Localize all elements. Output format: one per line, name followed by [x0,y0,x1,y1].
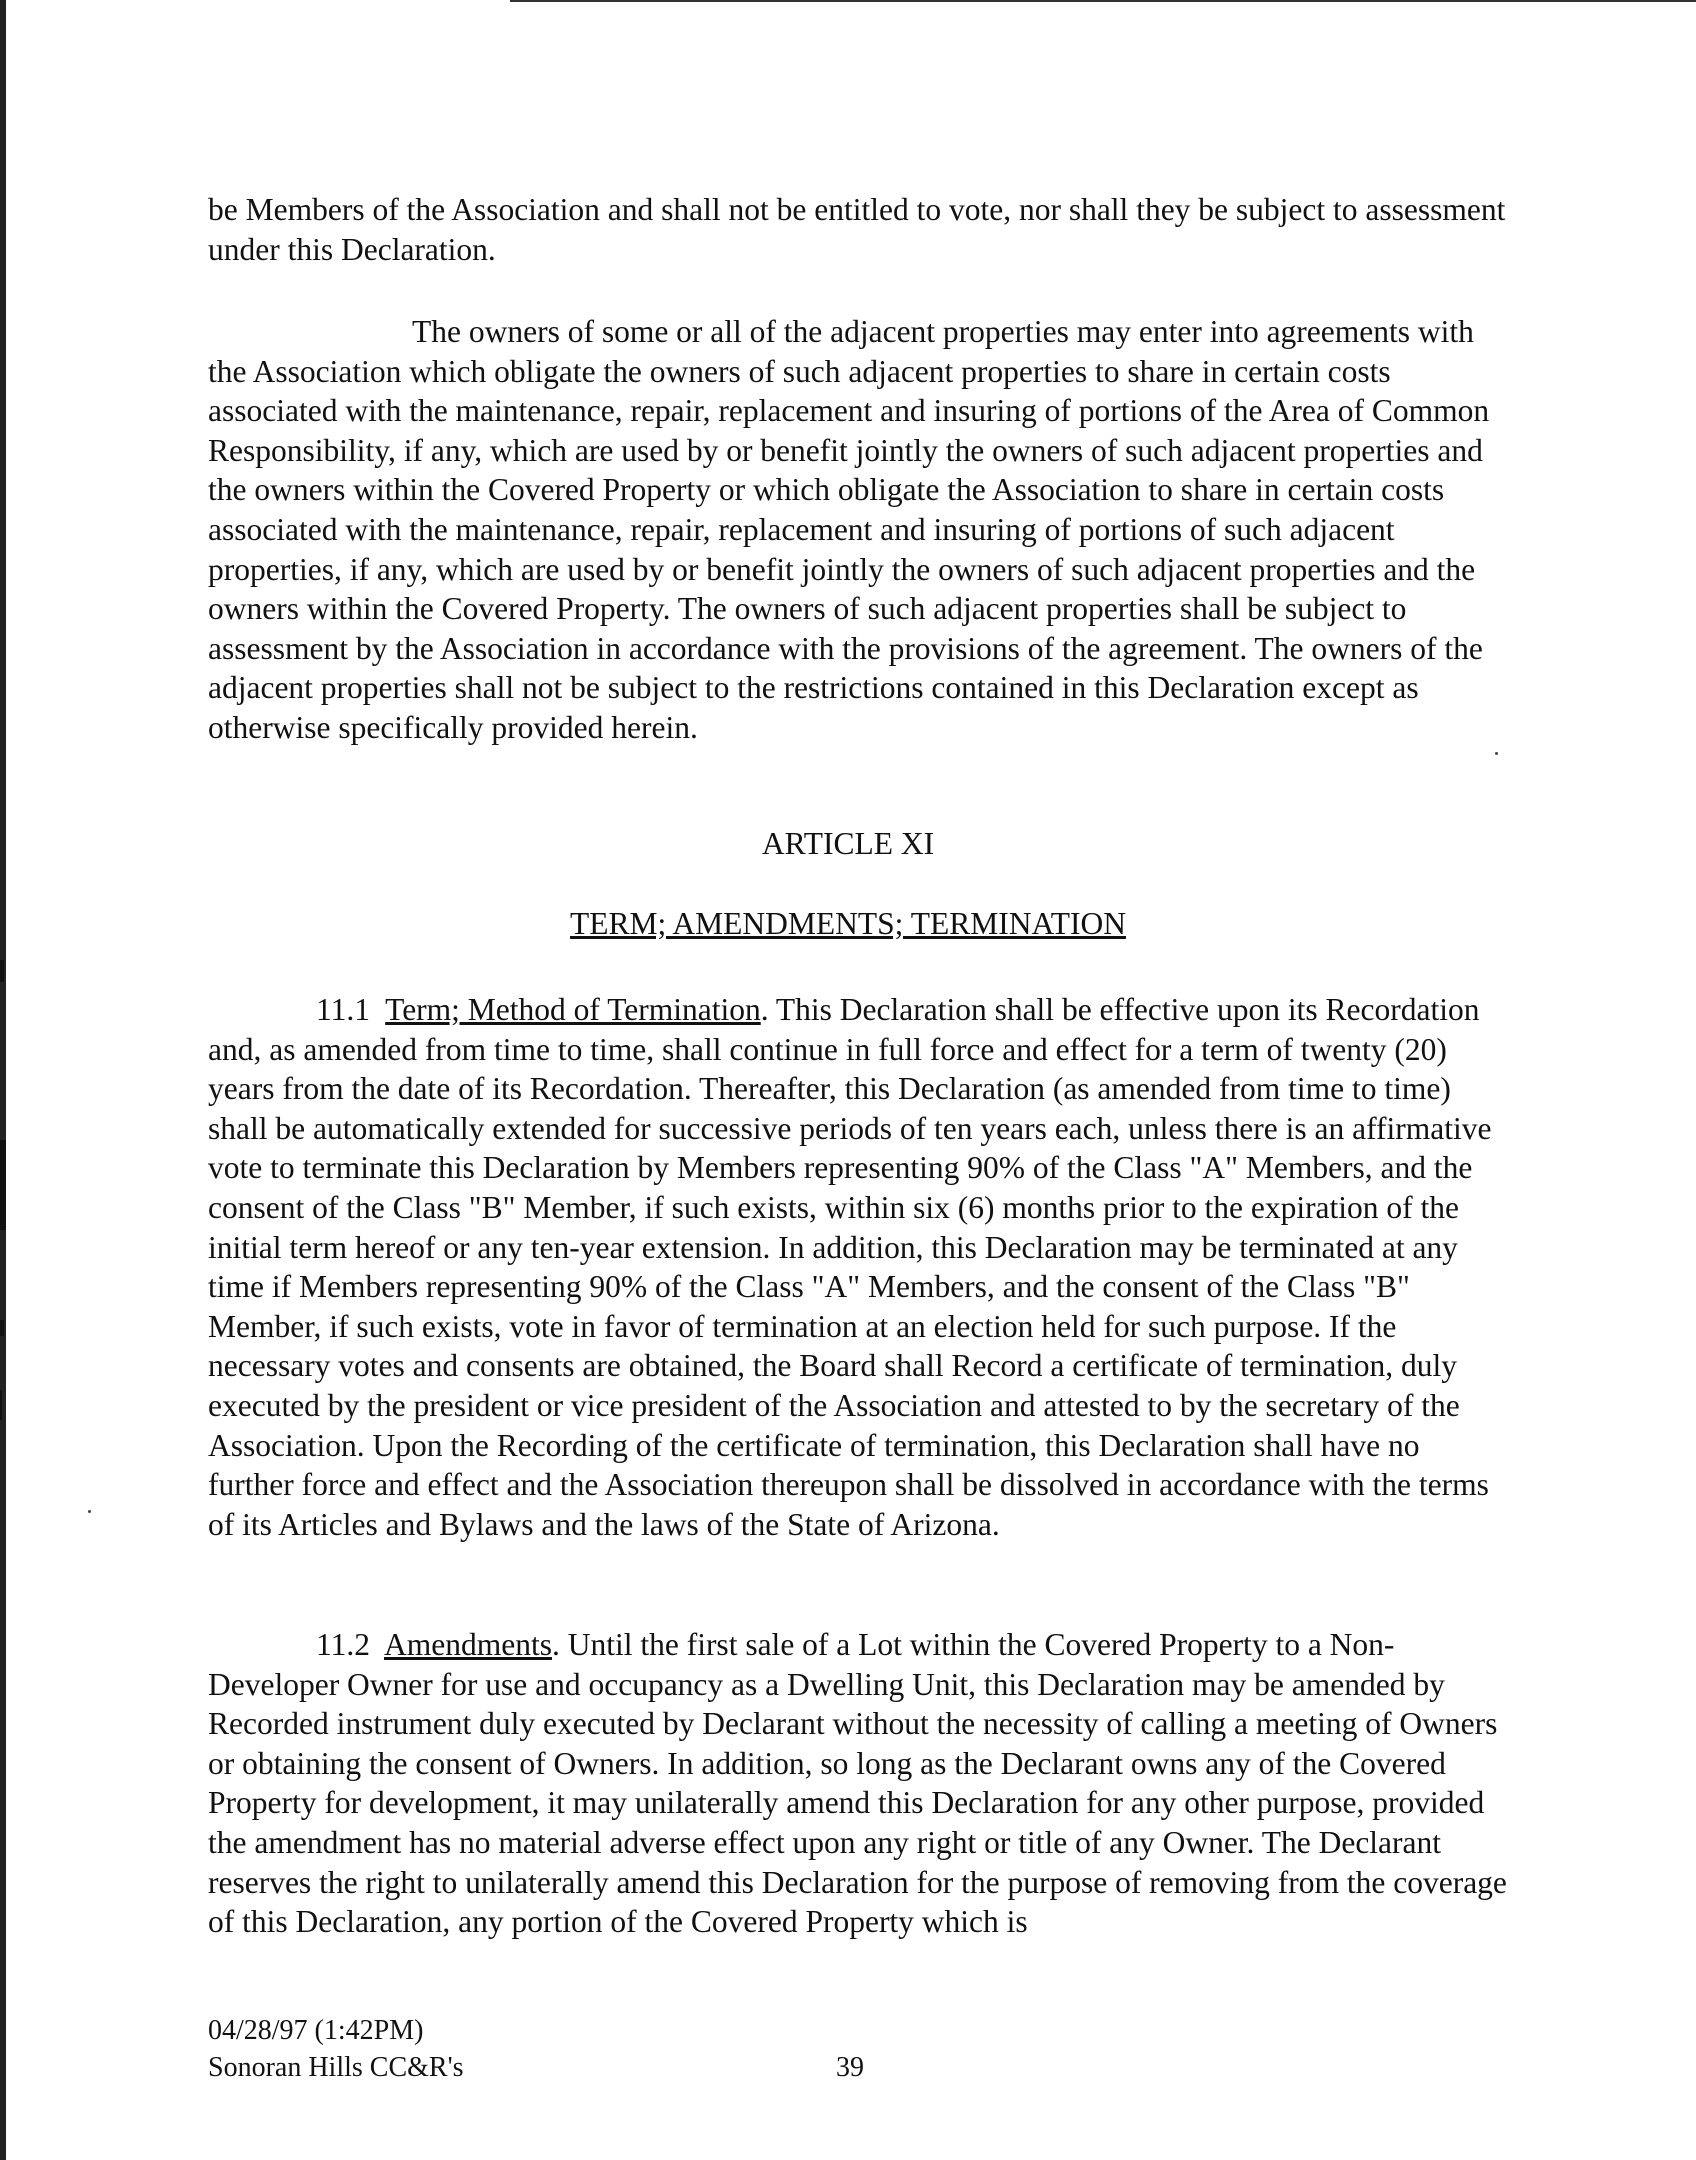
scan-edge-top [510,0,1696,2]
scan-mark [0,1320,4,1336]
section-body: . This Declaration shall be effective upon its Recordation and, as amended from time to time, shall continue in full force and effect for a term of twenty (20) years from the date of its Recordation. Thereafter, this Declaration (as amended from time to time) shall be automatically extended for successive periods of ten years each, unless there is an affirmative vote to terminate this Declaration by Members representing 90% of the Class "A" Members, and the consent of the Class "B" Member, if such exists, within six (6) months prior to the expiration of the initial term hereof or any ten-year extension. In addition, this Declaration may be terminated at any time if Members representing 90% of the Class "A" Members, and the consent of the Class "B" Member, if such exists, vote in favor of termination at an election held for such purpose. If the necessary votes and consents are obtained, the Board shall Record a certificate of termination, duly executed by the president or vice president of the Association and attested to by the secretary of the Association. Upon the Recording of the certificate of termination, this Declaration shall have no further force and effect and the Association thereupon shall be dissolved in accordance with the terms of its Articles and Bylaws and the laws of the State of Arizona. [208,992,1492,1542]
paragraph-adjacent-properties: The owners of some or all of the adjacent properties may enter into agreements with the Association which obligate the owners of such adjacent properties to share in certain costs associated with the maintenance, repair, replacement and insuring of portions of the Area of Common Responsibility, if any, which are used by or benefit jointly the owners of such adjacent properties and the owners within the Covered Property or which obligate the Association to share in certain costs associated with the maintenance, repair, replacement and insuring of portions of such adjacent properties, if any, which are used by or benefit jointly the owners of such adjacent properties and the owners within the Covered Property. The owners of such adjacent properties shall be subject to assessment by the Association in accordance with the provisions of the agreement. The owners of the adjacent properties shall not be subject to the restrictions contained in this Declaration except as otherwise specifically provided herein. [208,314,1490,745]
section-11-2 [208,1625,1508,1942]
section-11-1 [208,990,1508,1544]
scan-speck [1495,752,1498,755]
scan-edge-left [0,0,6,2160]
footer-page-number: 39 [836,2052,864,2078]
section-number: 11.1 [316,992,370,1027]
section-body: . Until the first sale of a Lot within the Covered Property to a Non-Developer Owner for use and occupancy as a Dwelling Unit, this Declaration may be amended by Recorded instrument duly executed by Declarant without the necessity of calling a meeting of Owners or obtaining the consent of Owners. In addition, so long as the Declarant owns any of the Covered Property for development, it may unilaterally amend this Declaration for any other purpose, provided the amendment has no material adverse effect upon any right or title of any Owner. The Declarant reserves the right to unilaterally amend this Declaration for the purpose of removing from the coverage of this Declaration, any portion of the Covered Property which is [208,1627,1507,1940]
paragraph-continuation: be Members of the Association and shall not be entitled to vote, nor shall they be subject to assessment under this Declaration. [208,192,1506,267]
section-number: 11.2 [316,1627,370,1662]
scan-mark [0,960,4,982]
section-heading: Term; Method of Termination [385,992,761,1027]
scan-mark [0,1140,6,1230]
footer-document-name: Sonoran Hills CC&R's [208,2052,464,2078]
scan-mark [0,1390,2,1420]
section-heading: Amendments [383,1627,552,1662]
article-subtitle [0,906,1696,942]
footer-date: 04/28/97 (1:42PM) [208,2015,424,2046]
scan-speck [88,1510,91,1513]
article-title: ARTICLE XI [761,826,935,861]
article-subtitle-text: TERM; AMENDMENTS; TERMINATION [570,906,1126,941]
